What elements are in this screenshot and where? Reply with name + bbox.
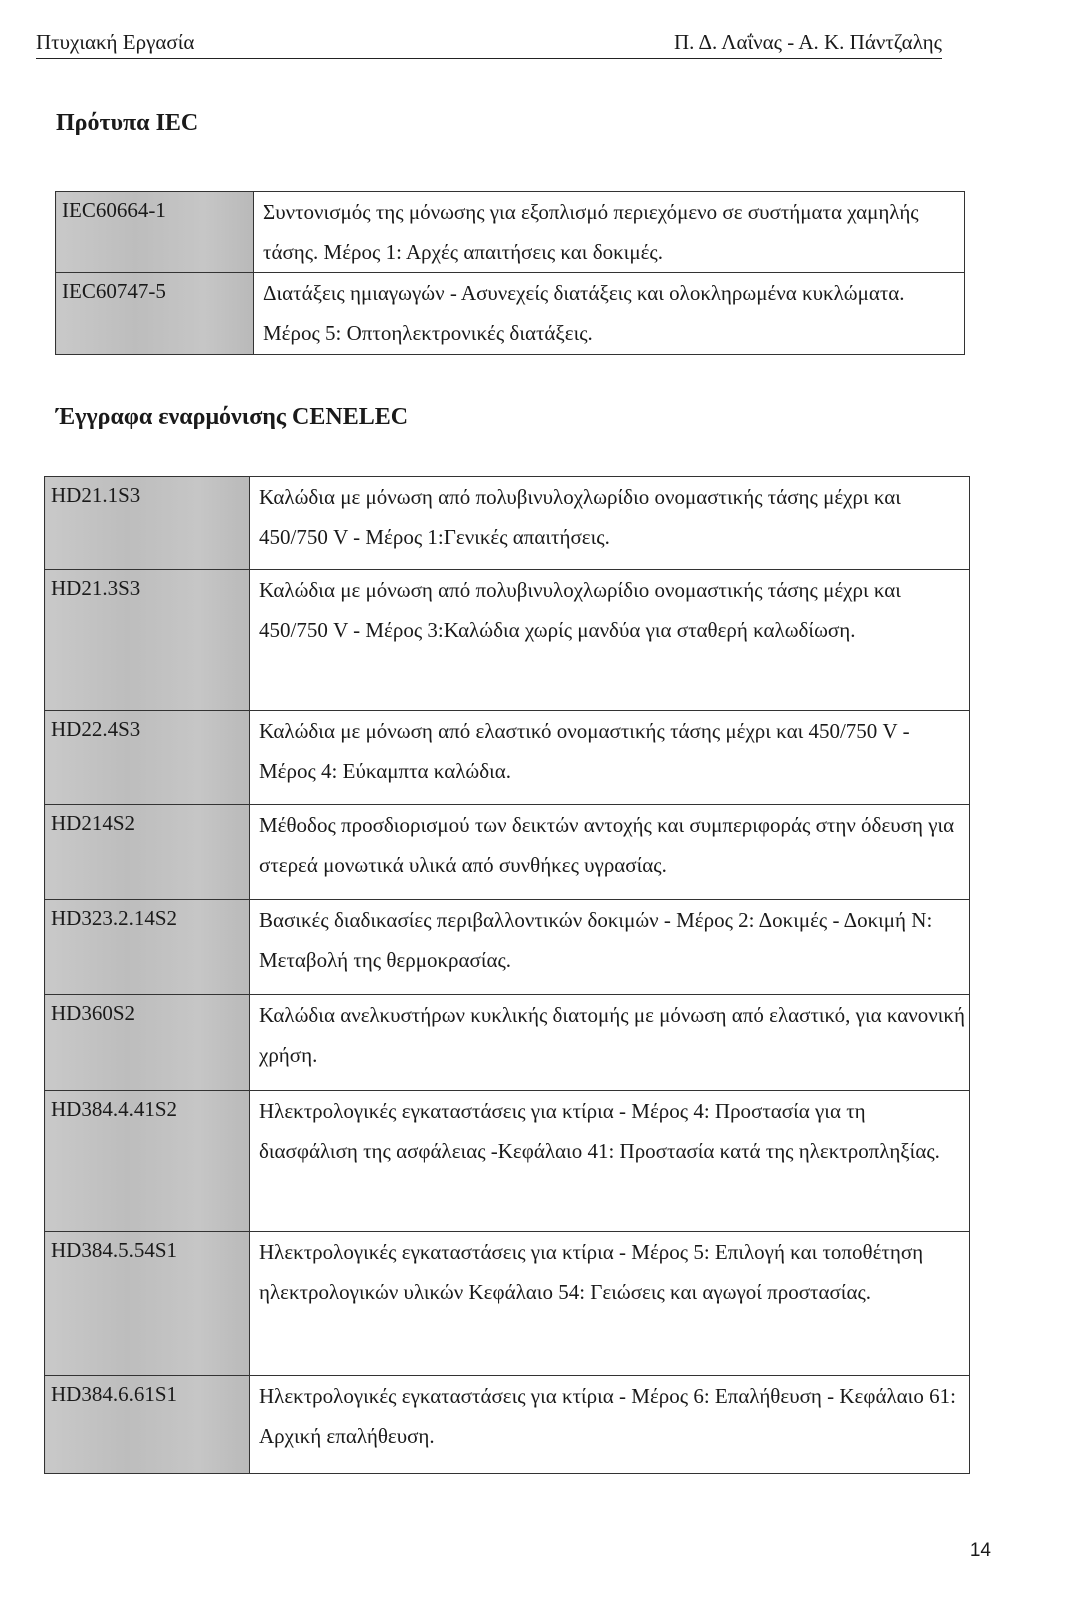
table-row bbox=[45, 711, 970, 805]
document-description: Μέθοδος προσδιορισμού των δεικτών αντοχής και συμπεριφοράς στην όδευση για στερεά μονωτικά υλικά από συνθήκες υγρασίας. bbox=[250, 805, 970, 900]
section-title-iec: Πρότυπα IEC bbox=[56, 110, 199, 136]
header-thesis-title: Πτυχιακή Εργασία bbox=[36, 30, 195, 54]
document-description: Ηλεκτρολογικές εγκαταστάσεις για κτίρια - Μέρος 5: Επιλογή και τοποθέτηση ηλεκτρολογικών υλικών Κεφάλαιο 54: Γειώσεις και αγωγοί προστασίας. bbox=[250, 1232, 970, 1376]
section-title-cenelec: Έγγραφα εναρμόνισης CENELEC bbox=[56, 404, 409, 430]
document-description: Βασικές διαδικασίες περιβαλλοντικών δοκιμών - Μέρος 2: Δοκιμές - Δοκιμή N: Μεταβολή της θερμοκρασίας. bbox=[250, 900, 970, 995]
document-code: HD323.2.14S2 bbox=[45, 900, 250, 995]
table-row bbox=[45, 900, 970, 995]
table-row bbox=[45, 995, 970, 1091]
table-row bbox=[45, 1232, 970, 1376]
document-description: Καλώδια με μόνωση από πολυβινυλοχλωρίδιο ονομαστικής τάσης μέχρι και 450/750 V - Μέρος 3:Καλώδια χωρίς μανδύα για σταθερή καλωδίωση. bbox=[250, 570, 970, 711]
table-row bbox=[45, 805, 970, 900]
table-row bbox=[56, 192, 965, 273]
table-row bbox=[45, 477, 970, 570]
page-number: 14 bbox=[969, 1540, 991, 1561]
document-description: Καλώδια με μόνωση από ελαστικό ονομαστικής τάσης μέχρι και 450/750 V - Μέρος 4: Εύκαμπτα καλώδια. bbox=[250, 711, 970, 805]
document-description: Καλώδια ανελκυστήρων κυκλικής διατομής με μόνωση από ελαστικό, για κανονική χρήση. bbox=[250, 995, 970, 1091]
page-header bbox=[36, 24, 942, 59]
document-description: Καλώδια με μόνωση από πολυβινυλοχλωρίδιο ονομαστικής τάσης μέχρι και 450/750 V - Μέρος 1:Γενικές απαιτήσεις. bbox=[250, 477, 970, 570]
document-code: HD214S2 bbox=[45, 805, 250, 900]
standard-description: Συντονισμός της μόνωσης για εξοπλισμό περιεχόμενο σε συστήματα χαμηλής τάσης. Μέρος 1: Αρχές απαιτήσεις και δοκιμές. bbox=[254, 192, 965, 273]
document-code: HD21.1S3 bbox=[45, 477, 250, 570]
table-row bbox=[56, 273, 965, 355]
table-row bbox=[45, 1091, 970, 1232]
document-code: HD360S2 bbox=[45, 995, 250, 1091]
document-code: HD384.6.61S1 bbox=[45, 1376, 250, 1474]
document-description: Ηλεκτρολογικές εγκαταστάσεις για κτίρια - Μέρος 4: Προστασία για τη διασφάλιση της ασφάλειας -Κεφάλαιο 41: Προστασία κατά της ηλεκτροπληξίας. bbox=[250, 1091, 970, 1232]
cenelec-documents-table bbox=[44, 476, 970, 1474]
document-code: HD384.4.41S2 bbox=[45, 1091, 250, 1232]
standard-code: IEC60664-1 bbox=[56, 192, 254, 273]
document-description: Ηλεκτρολογικές εγκαταστάσεις για κτίρια - Μέρος 6: Επαλήθευση - Κεφάλαιο 61: Αρχική επαλήθευση. bbox=[250, 1376, 970, 1474]
document-code: HD22.4S3 bbox=[45, 711, 250, 805]
table-row bbox=[45, 570, 970, 711]
header-authors: Π. Δ. Λαΐνας - Α. Κ. Πάντζαλης bbox=[673, 30, 942, 54]
standard-description: Διατάξεις ημιαγωγών - Ασυνεχείς διατάξεις και ολοκληρωμένα κυκλώματα. Μέρος 5: Οπτοηλεκτρονικές διατάξεις. bbox=[254, 273, 965, 355]
table-row bbox=[45, 1376, 970, 1474]
standard-code: IEC60747-5 bbox=[56, 273, 254, 355]
document-code: HD384.5.54S1 bbox=[45, 1232, 250, 1376]
iec-standards-table bbox=[55, 191, 965, 355]
document-code: HD21.3S3 bbox=[45, 570, 250, 711]
